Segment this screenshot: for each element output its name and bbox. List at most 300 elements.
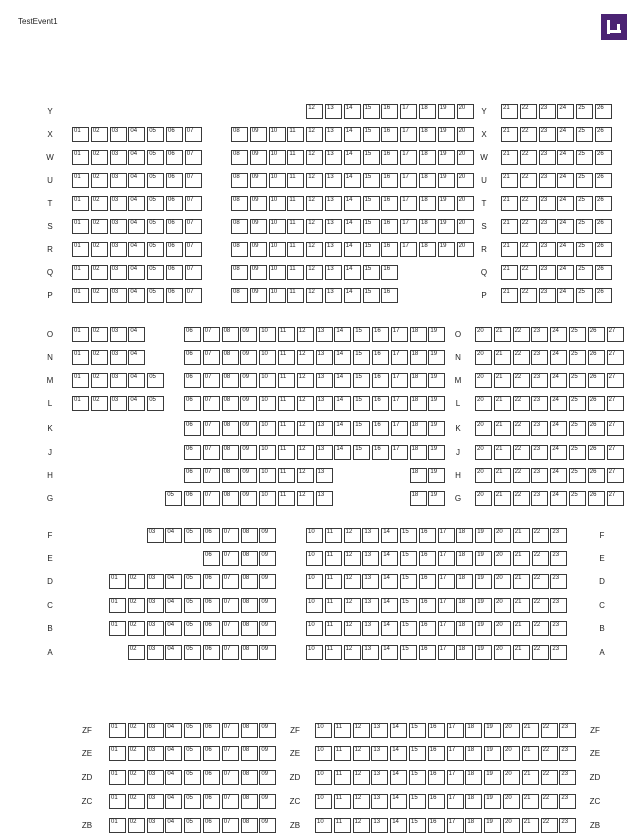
- seat[interactable]: [595, 104, 612, 119]
- seat[interactable]: [184, 645, 201, 660]
- seat[interactable]: [91, 265, 108, 280]
- seat[interactable]: [419, 173, 436, 188]
- seat[interactable]: [428, 794, 445, 809]
- seat[interactable]: [541, 794, 558, 809]
- seat[interactable]: [166, 196, 183, 211]
- seat[interactable]: [475, 491, 492, 506]
- seat[interactable]: [522, 770, 539, 785]
- seat[interactable]: [475, 350, 492, 365]
- seat[interactable]: [456, 574, 473, 589]
- seat[interactable]: [381, 528, 398, 543]
- seat[interactable]: [381, 127, 398, 142]
- seat[interactable]: [147, 770, 164, 785]
- seat[interactable]: [147, 373, 164, 388]
- seat[interactable]: [607, 468, 624, 483]
- seat[interactable]: [550, 491, 567, 506]
- seat[interactable]: [325, 621, 342, 636]
- seat[interactable]: [184, 598, 201, 613]
- seat[interactable]: [203, 746, 220, 761]
- seat[interactable]: [588, 491, 605, 506]
- seat[interactable]: [128, 373, 145, 388]
- seat[interactable]: [325, 574, 342, 589]
- seat[interactable]: [550, 528, 567, 543]
- seat[interactable]: [494, 491, 511, 506]
- seat[interactable]: [250, 173, 267, 188]
- seat[interactable]: [557, 127, 574, 142]
- seat[interactable]: [503, 794, 520, 809]
- seat[interactable]: [391, 445, 408, 460]
- seat[interactable]: [475, 421, 492, 436]
- seat[interactable]: [400, 219, 417, 234]
- seat[interactable]: [475, 645, 492, 660]
- seat[interactable]: [531, 468, 548, 483]
- seat[interactable]: [513, 445, 530, 460]
- seat[interactable]: [576, 265, 593, 280]
- seat[interactable]: [569, 421, 586, 436]
- seat[interactable]: [531, 396, 548, 411]
- seat[interactable]: [494, 598, 511, 613]
- seat[interactable]: [381, 219, 398, 234]
- seat[interactable]: [419, 598, 436, 613]
- seat[interactable]: [259, 445, 276, 460]
- seat[interactable]: [588, 396, 605, 411]
- seat[interactable]: [166, 150, 183, 165]
- seat[interactable]: [501, 288, 518, 303]
- seat[interactable]: [438, 551, 455, 566]
- seat[interactable]: [110, 173, 127, 188]
- seat[interactable]: [353, 723, 370, 738]
- seat[interactable]: [456, 598, 473, 613]
- seat[interactable]: [576, 219, 593, 234]
- seat[interactable]: [539, 288, 556, 303]
- seat[interactable]: [259, 350, 276, 365]
- seat[interactable]: [240, 421, 257, 436]
- seat[interactable]: [297, 327, 314, 342]
- seat[interactable]: [165, 746, 182, 761]
- seat[interactable]: [250, 127, 267, 142]
- seat[interactable]: [503, 770, 520, 785]
- seat[interactable]: [484, 794, 501, 809]
- seat[interactable]: [72, 396, 89, 411]
- seat[interactable]: [91, 327, 108, 342]
- seat[interactable]: [513, 468, 530, 483]
- seat[interactable]: [541, 723, 558, 738]
- seat[interactable]: [110, 288, 127, 303]
- seat[interactable]: [250, 288, 267, 303]
- seat[interactable]: [363, 104, 380, 119]
- seat[interactable]: [419, 150, 436, 165]
- seat[interactable]: [438, 196, 455, 211]
- seat[interactable]: [165, 770, 182, 785]
- seat[interactable]: [165, 574, 182, 589]
- seat[interactable]: [306, 288, 323, 303]
- seat[interactable]: [550, 598, 567, 613]
- seat[interactable]: [557, 288, 574, 303]
- seat[interactable]: [557, 150, 574, 165]
- seat[interactable]: [532, 551, 549, 566]
- seat[interactable]: [166, 288, 183, 303]
- seat[interactable]: [91, 288, 108, 303]
- seat[interactable]: [147, 127, 164, 142]
- seat[interactable]: [557, 196, 574, 211]
- seat[interactable]: [91, 396, 108, 411]
- seat[interactable]: [325, 104, 342, 119]
- seat[interactable]: [259, 746, 276, 761]
- seat[interactable]: [428, 445, 445, 460]
- seat[interactable]: [410, 373, 427, 388]
- seat[interactable]: [531, 445, 548, 460]
- seat[interactable]: [475, 621, 492, 636]
- seat[interactable]: [147, 574, 164, 589]
- seat[interactable]: [390, 818, 407, 833]
- seat[interactable]: [494, 396, 511, 411]
- seat[interactable]: [438, 574, 455, 589]
- seat[interactable]: [344, 598, 361, 613]
- seat[interactable]: [203, 421, 220, 436]
- seat[interactable]: [72, 127, 89, 142]
- seat[interactable]: [334, 421, 351, 436]
- seat[interactable]: [259, 528, 276, 543]
- seat[interactable]: [109, 574, 126, 589]
- seat[interactable]: [72, 196, 89, 211]
- seat[interactable]: [501, 173, 518, 188]
- seat[interactable]: [241, 794, 258, 809]
- seat[interactable]: [241, 770, 258, 785]
- seat[interactable]: [381, 645, 398, 660]
- seat[interactable]: [484, 818, 501, 833]
- seat[interactable]: [334, 373, 351, 388]
- seat[interactable]: [334, 350, 351, 365]
- seat[interactable]: [457, 127, 474, 142]
- seat[interactable]: [316, 350, 333, 365]
- seat[interactable]: [419, 104, 436, 119]
- seat[interactable]: [362, 598, 379, 613]
- seat[interactable]: [184, 373, 201, 388]
- seat[interactable]: [409, 746, 426, 761]
- seat[interactable]: [550, 551, 567, 566]
- seat[interactable]: [595, 265, 612, 280]
- seat[interactable]: [287, 288, 304, 303]
- seat[interactable]: [381, 173, 398, 188]
- seat[interactable]: [457, 104, 474, 119]
- seat[interactable]: [334, 327, 351, 342]
- seat[interactable]: [576, 104, 593, 119]
- seat[interactable]: [316, 468, 333, 483]
- seat[interactable]: [532, 528, 549, 543]
- seat[interactable]: [110, 196, 127, 211]
- seat[interactable]: [607, 421, 624, 436]
- seat[interactable]: [91, 173, 108, 188]
- seat[interactable]: [91, 127, 108, 142]
- seat[interactable]: [456, 645, 473, 660]
- seat[interactable]: [222, 574, 239, 589]
- seat[interactable]: [513, 645, 530, 660]
- seat[interactable]: [72, 173, 89, 188]
- seat[interactable]: [569, 491, 586, 506]
- seat[interactable]: [165, 491, 182, 506]
- seat[interactable]: [269, 150, 286, 165]
- seat[interactable]: [297, 396, 314, 411]
- seat[interactable]: [240, 350, 257, 365]
- seat[interactable]: [128, 794, 145, 809]
- seat[interactable]: [353, 445, 370, 460]
- seat[interactable]: [185, 219, 202, 234]
- seat[interactable]: [557, 173, 574, 188]
- seat[interactable]: [465, 723, 482, 738]
- seat[interactable]: [325, 288, 342, 303]
- seat[interactable]: [381, 150, 398, 165]
- seat[interactable]: [259, 468, 276, 483]
- seat[interactable]: [306, 574, 323, 589]
- seat[interactable]: [240, 373, 257, 388]
- seat[interactable]: [334, 770, 351, 785]
- seat[interactable]: [353, 818, 370, 833]
- seat[interactable]: [306, 104, 323, 119]
- seat[interactable]: [334, 746, 351, 761]
- seat[interactable]: [539, 150, 556, 165]
- seat[interactable]: [465, 818, 482, 833]
- seat[interactable]: [520, 196, 537, 211]
- seat[interactable]: [110, 265, 127, 280]
- seat[interactable]: [250, 242, 267, 257]
- seat[interactable]: [231, 127, 248, 142]
- seat[interactable]: [240, 491, 257, 506]
- seat[interactable]: [316, 373, 333, 388]
- seat[interactable]: [147, 396, 164, 411]
- seat[interactable]: [166, 242, 183, 257]
- seat[interactable]: [203, 468, 220, 483]
- seat[interactable]: [240, 468, 257, 483]
- seat[interactable]: [231, 219, 248, 234]
- seat[interactable]: [316, 327, 333, 342]
- seat[interactable]: [400, 574, 417, 589]
- seat[interactable]: [344, 173, 361, 188]
- seat[interactable]: [428, 396, 445, 411]
- seat[interactable]: [184, 491, 201, 506]
- seat[interactable]: [241, 645, 258, 660]
- seat[interactable]: [110, 242, 127, 257]
- seat[interactable]: [438, 150, 455, 165]
- seat[interactable]: [501, 196, 518, 211]
- seat[interactable]: [559, 794, 576, 809]
- seat[interactable]: [334, 818, 351, 833]
- seat[interactable]: [541, 746, 558, 761]
- seat[interactable]: [363, 265, 380, 280]
- seat[interactable]: [306, 598, 323, 613]
- seat[interactable]: [259, 327, 276, 342]
- seat[interactable]: [287, 127, 304, 142]
- seat[interactable]: [381, 104, 398, 119]
- seat[interactable]: [532, 598, 549, 613]
- seat[interactable]: [184, 770, 201, 785]
- seat[interactable]: [363, 219, 380, 234]
- seat[interactable]: [550, 445, 567, 460]
- seat[interactable]: [231, 173, 248, 188]
- seat[interactable]: [353, 350, 370, 365]
- seat[interactable]: [128, 288, 145, 303]
- seat[interactable]: [428, 770, 445, 785]
- seat[interactable]: [147, 265, 164, 280]
- seat[interactable]: [147, 794, 164, 809]
- seat[interactable]: [231, 196, 248, 211]
- seat[interactable]: [147, 173, 164, 188]
- seat[interactable]: [513, 491, 530, 506]
- seat[interactable]: [576, 196, 593, 211]
- seat[interactable]: [362, 551, 379, 566]
- seat[interactable]: [222, 468, 239, 483]
- seat[interactable]: [147, 818, 164, 833]
- seat[interactable]: [371, 770, 388, 785]
- seat[interactable]: [419, 621, 436, 636]
- seat[interactable]: [353, 794, 370, 809]
- seat[interactable]: [363, 288, 380, 303]
- seat[interactable]: [110, 327, 127, 342]
- seat[interactable]: [72, 219, 89, 234]
- seat[interactable]: [184, 794, 201, 809]
- seat[interactable]: [287, 150, 304, 165]
- seat[interactable]: [381, 574, 398, 589]
- seat[interactable]: [222, 445, 239, 460]
- seat[interactable]: [513, 574, 530, 589]
- seat[interactable]: [428, 373, 445, 388]
- seat[interactable]: [559, 746, 576, 761]
- seat[interactable]: [203, 818, 220, 833]
- seat[interactable]: [306, 551, 323, 566]
- seat[interactable]: [447, 770, 464, 785]
- seat[interactable]: [109, 770, 126, 785]
- seat[interactable]: [166, 173, 183, 188]
- seat[interactable]: [400, 196, 417, 211]
- seat[interactable]: [363, 150, 380, 165]
- seat[interactable]: [287, 265, 304, 280]
- seat[interactable]: [278, 445, 295, 460]
- seat[interactable]: [185, 288, 202, 303]
- seat[interactable]: [520, 288, 537, 303]
- seat[interactable]: [381, 265, 398, 280]
- seat[interactable]: [147, 528, 164, 543]
- seat[interactable]: [588, 350, 605, 365]
- seat[interactable]: [595, 288, 612, 303]
- seat[interactable]: [438, 173, 455, 188]
- seat[interactable]: [595, 242, 612, 257]
- seat[interactable]: [531, 350, 548, 365]
- seat[interactable]: [203, 491, 220, 506]
- seat[interactable]: [353, 746, 370, 761]
- seat[interactable]: [222, 350, 239, 365]
- seat[interactable]: [501, 219, 518, 234]
- seat[interactable]: [203, 723, 220, 738]
- seat[interactable]: [520, 127, 537, 142]
- seat[interactable]: [128, 645, 145, 660]
- seat[interactable]: [541, 770, 558, 785]
- seat[interactable]: [222, 746, 239, 761]
- seat[interactable]: [269, 173, 286, 188]
- seat[interactable]: [203, 574, 220, 589]
- seat[interactable]: [362, 574, 379, 589]
- seat[interactable]: [522, 746, 539, 761]
- seat[interactable]: [128, 219, 145, 234]
- seat[interactable]: [595, 219, 612, 234]
- seat[interactable]: [607, 327, 624, 342]
- seat[interactable]: [316, 491, 333, 506]
- seat[interactable]: [595, 127, 612, 142]
- seat[interactable]: [166, 219, 183, 234]
- seat[interactable]: [128, 173, 145, 188]
- seat[interactable]: [147, 746, 164, 761]
- seat[interactable]: [475, 468, 492, 483]
- seat[interactable]: [72, 265, 89, 280]
- seat[interactable]: [306, 219, 323, 234]
- seat[interactable]: [344, 288, 361, 303]
- seat[interactable]: [147, 621, 164, 636]
- seat[interactable]: [607, 396, 624, 411]
- seat[interactable]: [147, 598, 164, 613]
- seat[interactable]: [588, 327, 605, 342]
- seat[interactable]: [371, 723, 388, 738]
- seat[interactable]: [72, 242, 89, 257]
- seat[interactable]: [390, 770, 407, 785]
- seat[interactable]: [165, 528, 182, 543]
- seat[interactable]: [520, 173, 537, 188]
- seat[interactable]: [110, 219, 127, 234]
- seat[interactable]: [539, 219, 556, 234]
- seat[interactable]: [557, 242, 574, 257]
- seat[interactable]: [484, 746, 501, 761]
- seat[interactable]: [269, 265, 286, 280]
- seat[interactable]: [484, 770, 501, 785]
- seat[interactable]: [203, 598, 220, 613]
- seat[interactable]: [325, 173, 342, 188]
- seat[interactable]: [363, 196, 380, 211]
- seat[interactable]: [241, 551, 258, 566]
- seat[interactable]: [409, 794, 426, 809]
- seat[interactable]: [372, 445, 389, 460]
- seat[interactable]: [475, 551, 492, 566]
- seat[interactable]: [569, 373, 586, 388]
- seat[interactable]: [390, 723, 407, 738]
- seat[interactable]: [110, 396, 127, 411]
- seat[interactable]: [128, 150, 145, 165]
- seat[interactable]: [428, 468, 445, 483]
- seat[interactable]: [428, 746, 445, 761]
- seat[interactable]: [269, 127, 286, 142]
- seat[interactable]: [72, 327, 89, 342]
- seat[interactable]: [231, 242, 248, 257]
- seat[interactable]: [503, 746, 520, 761]
- seat[interactable]: [475, 598, 492, 613]
- seat[interactable]: [306, 196, 323, 211]
- seat[interactable]: [334, 794, 351, 809]
- seat[interactable]: [287, 242, 304, 257]
- seat[interactable]: [428, 723, 445, 738]
- seat[interactable]: [457, 173, 474, 188]
- seat[interactable]: [400, 598, 417, 613]
- seat[interactable]: [165, 598, 182, 613]
- seat[interactable]: [259, 621, 276, 636]
- seat[interactable]: [306, 173, 323, 188]
- seat[interactable]: [503, 818, 520, 833]
- seat[interactable]: [222, 723, 239, 738]
- seat[interactable]: [531, 491, 548, 506]
- seat[interactable]: [184, 723, 201, 738]
- seat[interactable]: [494, 327, 511, 342]
- seat[interactable]: [316, 445, 333, 460]
- seat[interactable]: [400, 173, 417, 188]
- seat[interactable]: [457, 219, 474, 234]
- seat[interactable]: [494, 551, 511, 566]
- seat[interactable]: [550, 327, 567, 342]
- seat[interactable]: [128, 723, 145, 738]
